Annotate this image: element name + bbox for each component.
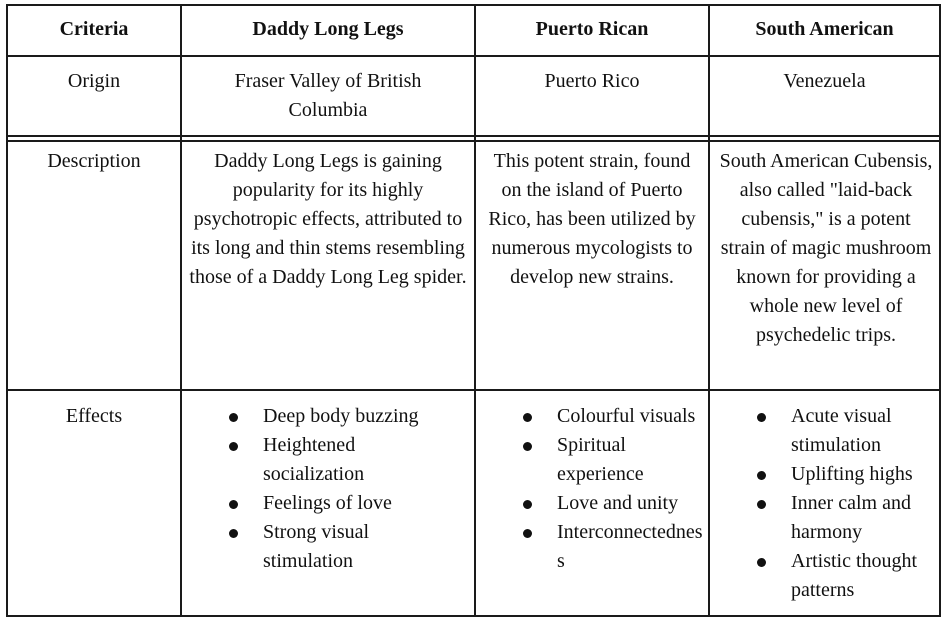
bullet-icon: [229, 413, 238, 422]
description-label: Description: [47, 150, 141, 172]
effects-list-daddy-long-legs: [229, 402, 459, 576]
bullet-icon: [757, 413, 766, 422]
list-item: Love and unity: [523, 489, 703, 518]
bullet-icon: [757, 500, 766, 509]
header-south-american: South American: [755, 18, 894, 40]
effects-south-american: [757, 402, 937, 605]
list-item: Deep body buzzing: [229, 402, 459, 431]
origin-label: Origin: [67, 70, 121, 92]
bullet-icon: [523, 500, 532, 509]
description-south-american: South American Cubensis, also called "laid-back cubensis," is a potent strain of magic mushroom known for providing a whole new level of psychedelic trips.: [719, 150, 933, 346]
bullet-icon: [757, 558, 766, 567]
header-daddy-long-legs: Daddy Long Legs: [252, 18, 404, 40]
list-item: Heightened socialization: [229, 431, 459, 489]
origin-puerto-rican: Puerto Rico: [544, 70, 640, 92]
list-item: Feelings of love: [229, 489, 459, 518]
effects-daddy-long-legs: [229, 402, 459, 576]
list-item: Strong visual stimulation: [229, 518, 459, 576]
bullet-icon: [229, 442, 238, 451]
effects-list-south-american: [757, 402, 937, 605]
origin-south-american: Venezuela: [783, 70, 866, 92]
bullet-icon: [229, 500, 238, 509]
col-divider-1: [180, 4, 182, 617]
effects-label: Effects: [65, 405, 123, 427]
list-item: Interconnectedness: [523, 518, 703, 576]
bullet-icon: [523, 529, 532, 538]
list-item: Acute visual stimulation: [757, 402, 937, 460]
description-puerto-rican: This potent strain, found on the island of Puerto Rico, has been utilized by numerous mycologists to develop new strains.: [488, 150, 696, 288]
bullet-icon: [229, 529, 238, 538]
effects-list-puerto-rican: [523, 402, 703, 576]
bullet-icon: [757, 471, 766, 480]
list-item: Spiritual experience: [523, 431, 703, 489]
list-item: Inner calm and harmony: [757, 489, 937, 547]
bullet-icon: [523, 442, 532, 451]
origin-daddy-long-legs: Fraser Valley of British Columbia: [234, 70, 422, 121]
header-puerto-rican: Puerto Rican: [535, 18, 649, 40]
effects-puerto-rican: [523, 402, 703, 576]
bullet-icon: [523, 413, 532, 422]
list-item: Artistic thought patterns: [757, 547, 937, 605]
header-criteria: Criteria: [59, 18, 129, 40]
list-item: Colourful visuals: [523, 402, 703, 431]
list-item: Uplifting highs: [757, 460, 937, 489]
description-daddy-long-legs: Daddy Long Legs is gaining popularity for its highly psychotropic effects, attributed to its long and thin stems resembling those of a Daddy Long Leg spider.: [189, 150, 467, 288]
table-border-right: [939, 4, 941, 617]
